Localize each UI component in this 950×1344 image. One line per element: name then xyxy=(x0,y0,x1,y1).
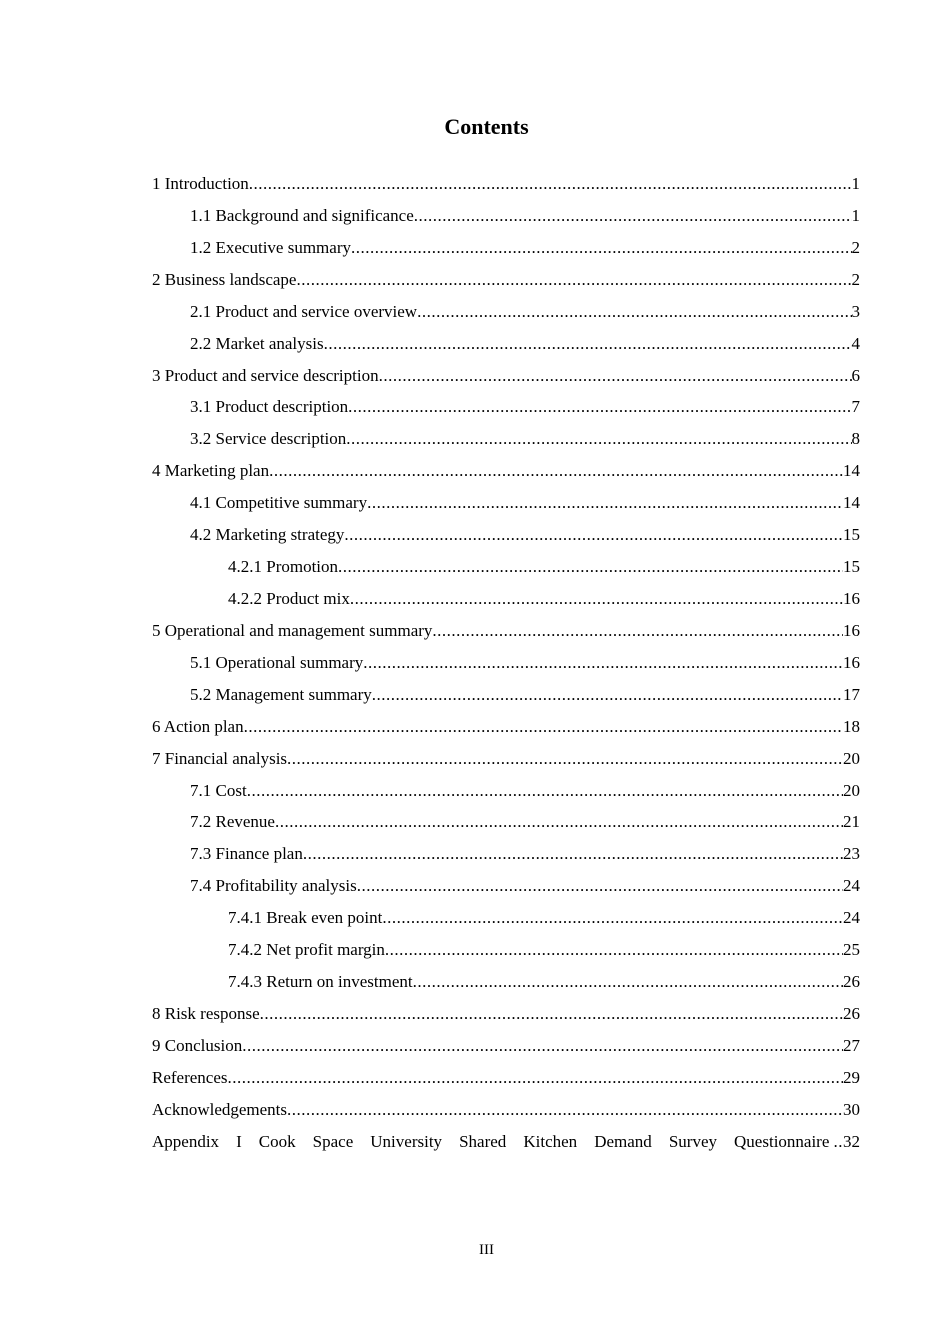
toc-entry-page: 20 xyxy=(843,748,860,768)
toc-entry[interactable] xyxy=(152,200,860,232)
toc-entry[interactable] xyxy=(152,998,860,1030)
toc-entry-title: 7.4.1 Break even point xyxy=(228,908,383,928)
toc-entry-title: 1 Introduction xyxy=(152,174,249,193)
toc-entry-page: 17 xyxy=(843,684,860,704)
toc-entry[interactable] xyxy=(152,934,860,966)
toc-entry-page: 2 xyxy=(851,237,860,257)
dot-leader xyxy=(287,1094,843,1126)
dot-leader xyxy=(249,168,852,200)
toc-entry-title: 6 Action plan xyxy=(152,716,244,736)
dot-leader xyxy=(244,711,843,743)
toc-entry[interactable] xyxy=(152,519,860,551)
toc-entry-page: 2 xyxy=(851,269,860,289)
toc-entry[interactable] xyxy=(152,679,860,711)
toc-entry-page: 16 xyxy=(843,620,860,640)
toc-entry-title: 9 Conclusion xyxy=(152,1035,243,1055)
toc-entry-title: 7.4 Profitability analysis xyxy=(190,876,357,896)
toc-entry-title: 2.2 Market analysis xyxy=(190,333,324,353)
toc-entry-title: 7.4.3 Return on investment xyxy=(228,972,413,992)
dot-leader xyxy=(350,583,843,615)
toc-entry-page: 30 xyxy=(843,1099,860,1119)
dot-leader xyxy=(269,455,843,487)
toc-entry-page: 14 xyxy=(843,461,860,481)
dot-leader xyxy=(324,328,852,360)
toc-entry[interactable] xyxy=(152,455,860,487)
dot-leader xyxy=(363,647,843,679)
dot-leader xyxy=(303,838,843,870)
dot-leader xyxy=(275,806,843,838)
toc-entry-title: 5 Operational and management summary xyxy=(152,620,433,640)
toc-entry-title: 3 Product and service description xyxy=(152,365,379,385)
toc-entry[interactable] xyxy=(152,647,860,679)
dot-leader xyxy=(247,775,843,807)
toc-entry[interactable] xyxy=(152,423,860,455)
page-number: III xyxy=(479,1242,494,1258)
toc-entry-title: Appendix I Cook Space University Shared Kitchen Demand Survey Questionnaire xyxy=(152,1131,830,1151)
dot-leader xyxy=(296,264,851,296)
toc-entry-page: 21 xyxy=(843,812,860,832)
toc-entry-title: 7.3 Finance plan xyxy=(190,844,303,864)
toc-entry-page: 27 xyxy=(843,1035,860,1055)
dot-leader xyxy=(372,679,843,711)
toc-entry-title: 4.2 Marketing strategy xyxy=(190,525,345,545)
toc-entry[interactable] xyxy=(152,615,860,647)
toc-entry[interactable] xyxy=(152,583,860,615)
toc-entry-title: 5.1 Operational summary xyxy=(190,652,364,672)
toc-entry-title: 1.2 Executive summary xyxy=(190,237,351,257)
dot-leader xyxy=(346,423,851,455)
toc-entry-page: 1 xyxy=(851,205,860,225)
toc-entry-page: 32 xyxy=(843,1131,860,1151)
dot-leader xyxy=(344,519,843,551)
toc-entry-page: 26 xyxy=(843,1003,860,1023)
dot-leader xyxy=(413,966,843,998)
dot-leader xyxy=(357,870,843,902)
toc-entry[interactable] xyxy=(152,806,860,838)
toc-entry-page: 1 xyxy=(851,174,860,193)
toc-entry[interactable] xyxy=(152,966,860,998)
toc-entry[interactable] xyxy=(152,1094,860,1126)
toc-entry-title: 5.2 Management summary xyxy=(190,684,372,704)
page-title: Contents xyxy=(444,114,529,139)
toc-entry[interactable] xyxy=(152,902,860,934)
dot-leader xyxy=(287,743,843,775)
toc-entry-title: 8 Risk response xyxy=(152,1003,260,1023)
toc-entry-title: Acknowledgements xyxy=(152,1099,288,1119)
toc-entry-title: References xyxy=(152,1067,228,1087)
table-of-contents xyxy=(152,168,860,1158)
toc-entry[interactable] xyxy=(152,391,860,423)
toc-entry-page: 16 xyxy=(843,652,860,672)
toc-entry-title: 7.4.2 Net profit margin xyxy=(228,940,385,960)
toc-entry-page: 29 xyxy=(843,1067,860,1087)
dot-leader xyxy=(432,615,843,647)
toc-entry-page: 18 xyxy=(843,716,860,736)
toc-entry[interactable] xyxy=(152,328,860,360)
dot-leader xyxy=(367,487,843,519)
toc-entry-title: 2 Business landscape xyxy=(152,269,297,289)
toc-entry[interactable] xyxy=(152,743,860,775)
toc-entry[interactable] xyxy=(152,360,860,392)
toc-entry-title: 3.2 Service description xyxy=(190,429,347,449)
toc-entry-page: 24 xyxy=(843,908,860,928)
dot-leader xyxy=(260,998,843,1030)
toc-entry-title: 4.2.2 Product mix xyxy=(228,588,350,608)
toc-entry[interactable] xyxy=(152,711,860,743)
toc-entry-page: 15 xyxy=(843,525,860,545)
toc-entry-page: 8 xyxy=(851,429,860,449)
toc-entry[interactable] xyxy=(152,232,860,264)
toc-entry-page: 20 xyxy=(843,780,860,800)
dot-leader xyxy=(351,232,852,264)
toc-entry-page: 14 xyxy=(843,493,860,513)
toc-entry[interactable] xyxy=(152,296,860,328)
dot-leader xyxy=(385,934,843,966)
toc-entry[interactable] xyxy=(152,1126,860,1158)
toc-entry[interactable] xyxy=(152,1030,860,1062)
toc-entry-title: 4.2.1 Promotion xyxy=(228,557,339,577)
toc-entry[interactable] xyxy=(152,264,860,296)
dot-leader xyxy=(379,360,852,392)
dot-leader xyxy=(834,1126,844,1158)
toc-entry-title: 7.1 Cost xyxy=(190,780,247,800)
toc-entry-page: 6 xyxy=(851,365,860,385)
toc-entry-page: 24 xyxy=(843,876,860,896)
toc-entry-page: 7 xyxy=(851,397,860,417)
toc-entry[interactable] xyxy=(152,870,860,902)
dot-leader xyxy=(382,902,843,934)
toc-entry-title: 2.1 Product and service overview xyxy=(190,301,418,321)
toc-entry-title: 7 Financial analysis xyxy=(152,748,288,768)
toc-entry-title: 3.1 Product description xyxy=(190,397,349,417)
dot-leader xyxy=(338,551,843,583)
toc-entry-page: 26 xyxy=(843,972,860,992)
toc-entry-page: 15 xyxy=(843,557,860,577)
toc-entry-page: 3 xyxy=(851,301,860,321)
dot-leader xyxy=(242,1030,843,1062)
toc-entry-title: 7.2 Revenue xyxy=(190,812,275,832)
toc-entry[interactable] xyxy=(152,1062,860,1094)
toc-entry-title: 1.1 Background and significance xyxy=(190,205,414,225)
toc-entry-title: 4 Marketing plan xyxy=(152,461,270,481)
toc-entry[interactable] xyxy=(152,838,860,870)
toc-entry-page: 23 xyxy=(843,844,860,864)
dot-leader xyxy=(228,1062,843,1094)
dot-leader xyxy=(348,391,851,423)
toc-entry-title: 4.1 Competitive summary xyxy=(190,493,368,513)
toc-entry-page: 16 xyxy=(843,588,860,608)
toc-entry[interactable] xyxy=(152,168,860,200)
toc-entry-page: 25 xyxy=(843,940,860,960)
dot-leader xyxy=(417,296,851,328)
toc-entry[interactable] xyxy=(152,487,860,519)
toc-entry[interactable] xyxy=(152,775,860,807)
dot-leader xyxy=(414,200,852,232)
toc-entry[interactable] xyxy=(152,551,860,583)
toc-entry-page: 4 xyxy=(851,333,860,353)
